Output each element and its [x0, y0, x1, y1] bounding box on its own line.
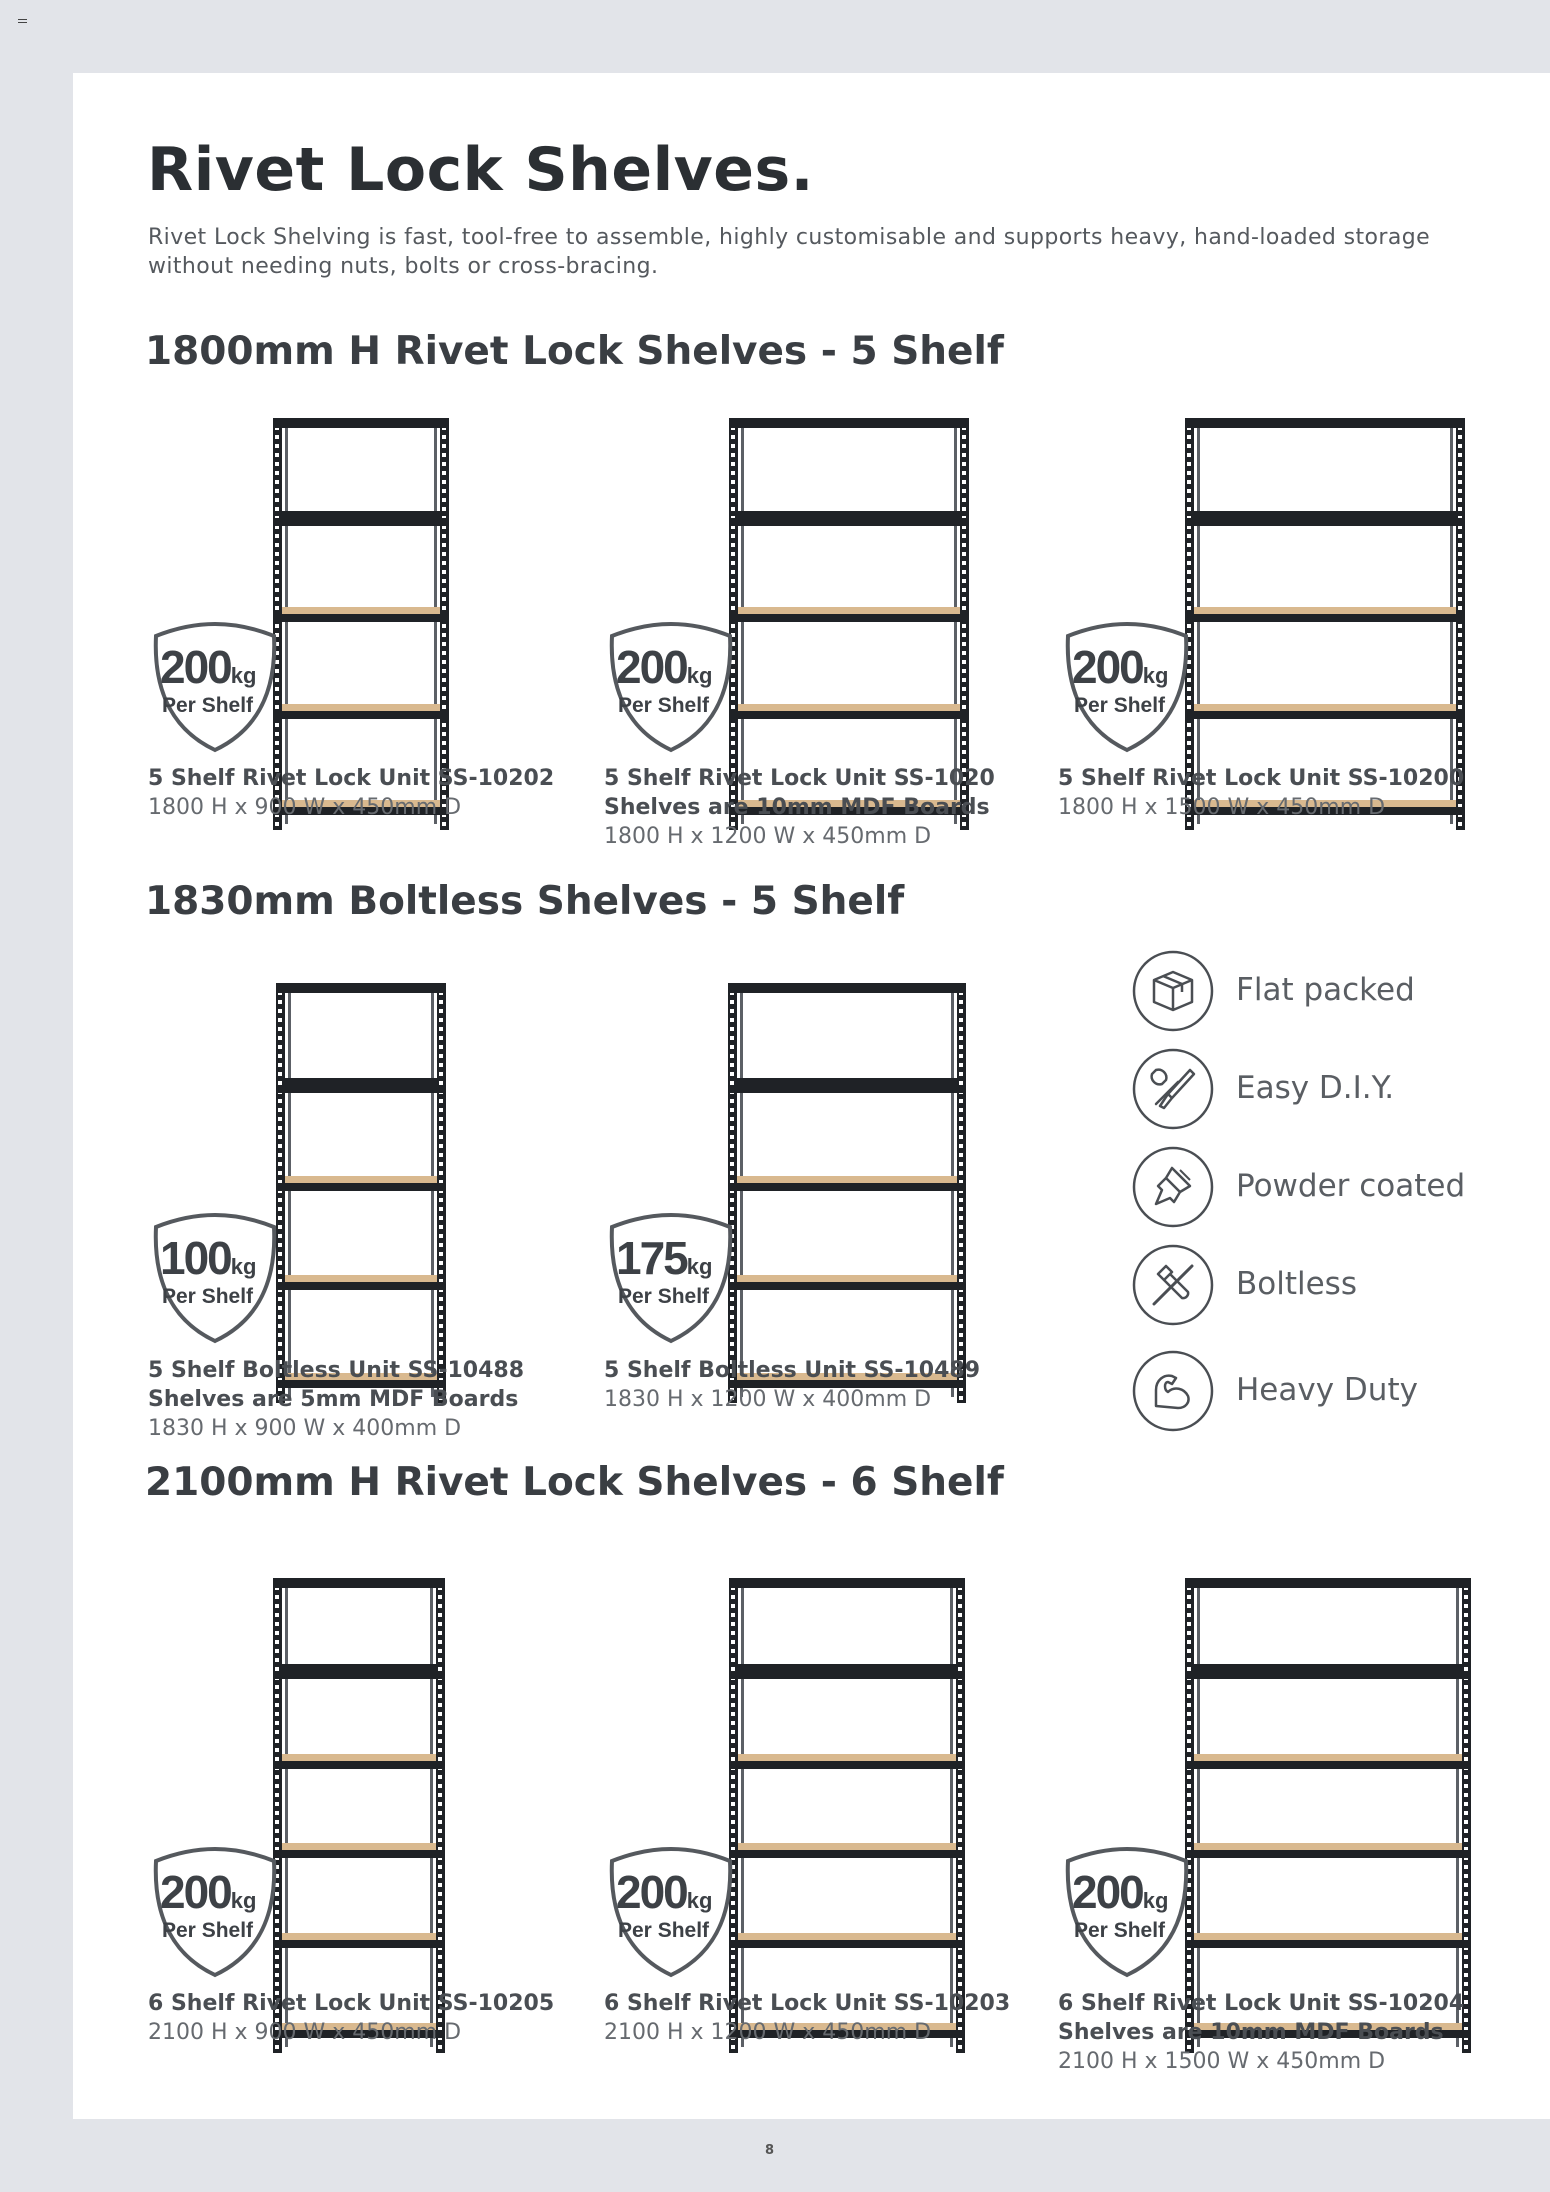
product-name: 6 Shelf Rivet Lock Unit SS-10204 [1058, 1991, 1465, 2016]
feature-label: Easy D.I.Y. [1236, 1070, 1395, 1106]
badge-value-unit: kg [230, 1888, 257, 1913]
badge-value-number: 200 [616, 1866, 687, 1918]
product-name: 5 Shelf Rivet Lock Unit SS-10202 [148, 766, 555, 791]
badge-label: Per Shelf [162, 1919, 254, 1942]
load-badge [146, 1209, 284, 1347]
product-info [148, 1356, 524, 1443]
badge-value-number: 200 [616, 641, 687, 693]
badge-label: Per Shelf [618, 694, 710, 717]
no-bolts-icon [1132, 1244, 1214, 1326]
badge-value-unit: kg [686, 663, 713, 688]
feature-label: Flat packed [1236, 972, 1415, 1008]
catalog-page [73, 73, 1550, 2119]
badge-value-number: 200 [160, 641, 231, 693]
product-dimensions: 1800 H x 900 W x 450mm D [148, 795, 462, 820]
load-badge [146, 618, 284, 756]
shelf-unit-image [276, 983, 446, 1403]
tools-icon [1132, 1048, 1214, 1130]
badge-value [1072, 640, 1168, 694]
feature-boltless [1132, 1244, 1532, 1328]
product-note: Shelves are 5mm MDF Boards [148, 1387, 519, 1412]
badge-value-unit: kg [686, 1888, 713, 1913]
shelf-unit-image [1185, 1578, 1471, 2053]
badge-value-number: 200 [1072, 641, 1143, 693]
badge-value [616, 1231, 712, 1285]
badge-value [616, 640, 712, 694]
badge-label: Per Shelf [162, 694, 254, 717]
product-dimensions: 1830 H x 900 W x 400mm D [148, 1416, 462, 1441]
section-title-1800: 1800mm H Rivet Lock Shelves - 5 Shelf [145, 329, 1004, 374]
product-dimensions: 2100 H x 900 W x 450mm D [148, 2020, 462, 2045]
page-title: Rivet Lock Shelves. [147, 135, 814, 205]
product-dimensions: 1830 H x 1200 W x 400mm D [604, 1387, 932, 1412]
product-dimensions: 2100 H x 1200 W x 450mm D [604, 2020, 932, 2045]
badge-value-unit: kg [230, 663, 257, 688]
badge-value-unit: kg [1142, 1888, 1169, 1913]
muscle-arm-icon [1132, 1350, 1214, 1432]
load-badge [602, 618, 740, 756]
badge-value [616, 1865, 712, 1919]
badge-label: Per Shelf [162, 1285, 254, 1308]
load-badge [1058, 1843, 1196, 1981]
load-badge [1058, 618, 1196, 756]
paint-brush-icon [1132, 1146, 1214, 1228]
badge-label: Per Shelf [618, 1919, 710, 1942]
product-info [1058, 1989, 1464, 2076]
load-badge [146, 1843, 284, 1981]
badge-value-number: 200 [160, 1866, 231, 1918]
badge-label: Per Shelf [1074, 694, 1166, 717]
feature-label: Heavy Duty [1236, 1372, 1418, 1408]
product-name: 5 Shelf Rivet Lock Unit SS-10200 [1058, 766, 1465, 791]
badge-value-number: 100 [160, 1232, 231, 1284]
page-number: 8 [765, 2143, 775, 2158]
feature-label: Powder coated [1236, 1168, 1466, 1204]
shelf-unit-image [729, 1578, 965, 2053]
badge-value [160, 1231, 256, 1285]
product-note: Shelves are 10mm MDF Boards [604, 795, 990, 820]
load-badge [602, 1843, 740, 1981]
badge-value-unit: kg [686, 1254, 713, 1279]
product-info [604, 1356, 980, 1414]
intro-text: Rivet Lock Shelving is fast, tool-free to assemble, highly customisable and supports heavy, hand-loaded storage without needing nuts, bolts or cross-bracing. [148, 225, 1431, 279]
feature-powder-coated [1132, 1146, 1532, 1230]
product-name: 5 Shelf Rivet Lock Unit SS-1020 [604, 766, 995, 791]
product-name: 5 Shelf Boltless Unit SS-10489 [604, 1358, 981, 1383]
product-dimensions: 2100 H x 1500 W x 450mm D [1058, 2049, 1386, 2074]
product-dimensions: 1800 H x 1200 W x 450mm D [604, 824, 932, 849]
feature-label: Boltless [1236, 1266, 1357, 1302]
box-icon [1132, 950, 1214, 1032]
product-info [604, 764, 995, 851]
badge-value [160, 640, 256, 694]
section-title-1830: 1830mm Boltless Shelves - 5 Shelf [145, 879, 905, 924]
feature-flat-packed [1132, 950, 1532, 1034]
badge-value-unit: kg [1142, 663, 1169, 688]
badge-value [160, 1865, 256, 1919]
product-name: 5 Shelf Boltless Unit SS-10488 [148, 1358, 525, 1383]
badge-value-unit: kg [230, 1254, 257, 1279]
shelf-unit-image [728, 983, 966, 1403]
product-name: 6 Shelf Rivet Lock Unit SS-10203 [604, 1991, 1011, 2016]
section-title-2100: 2100mm H Rivet Lock Shelves - 6 Shelf [145, 1460, 1004, 1505]
product-name: 6 Shelf Rivet Lock Unit SS-10205 [148, 1991, 555, 2016]
badge-value [1072, 1865, 1168, 1919]
badge-label: Per Shelf [618, 1285, 710, 1308]
menu-icon[interactable] [18, 19, 27, 26]
product-dimensions: 1800 H x 1500 W x 450mm D [1058, 795, 1386, 820]
product-info [604, 1989, 1010, 2047]
badge-label: Per Shelf [1074, 1919, 1166, 1942]
product-info [148, 764, 554, 822]
load-badge [602, 1209, 740, 1347]
feature-heavy-duty [1132, 1350, 1532, 1434]
badge-value-number: 200 [1072, 1866, 1143, 1918]
product-info [148, 1989, 554, 2047]
product-note: Shelves are 10mm MDF Boards [1058, 2020, 1444, 2045]
product-info [1058, 764, 1464, 822]
badge-value-number: 175 [616, 1232, 687, 1284]
shelf-unit-image [273, 1578, 445, 2053]
feature-easy-diy [1132, 1048, 1532, 1132]
